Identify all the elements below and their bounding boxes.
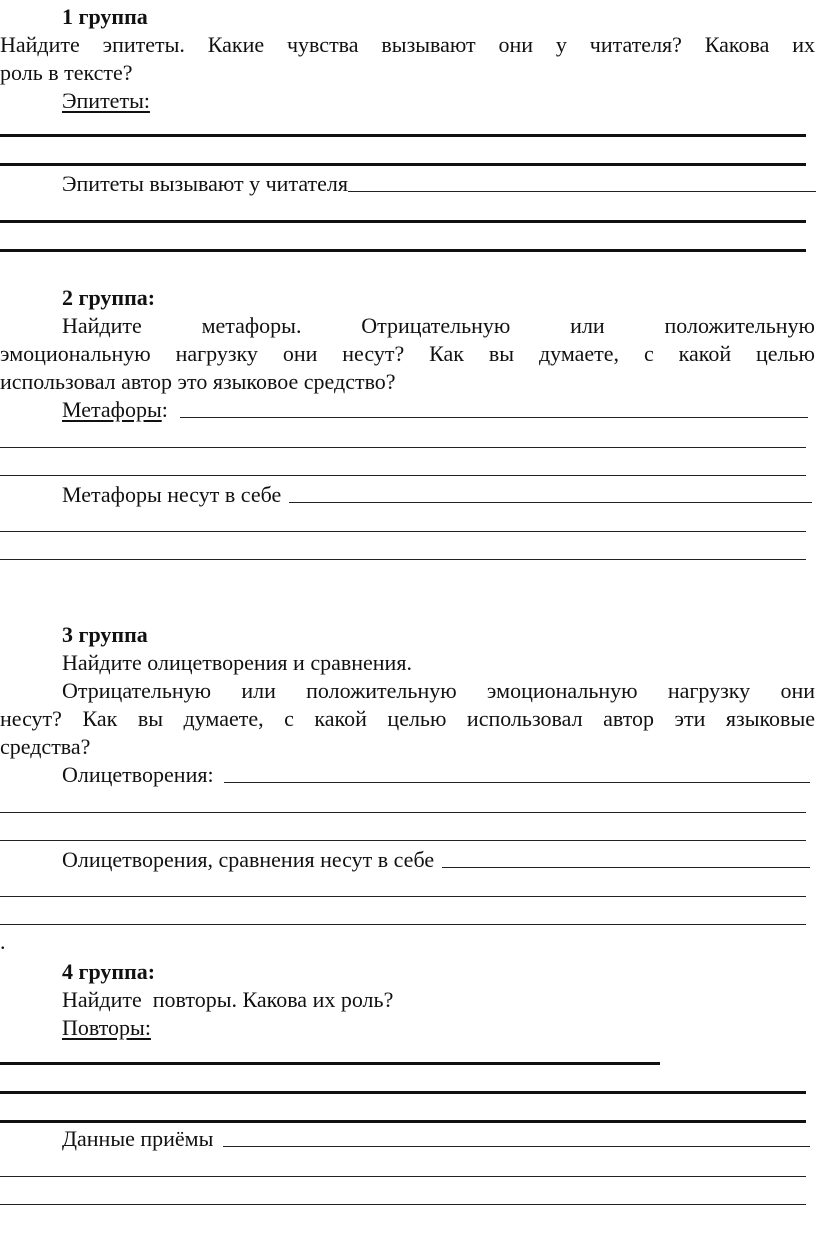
group-1-answer-line-3[interactable]	[0, 220, 806, 223]
group-4-repetitions-label: Повторы:	[62, 1015, 151, 1040]
group-4-prompt-row	[62, 1125, 810, 1153]
group-3-answer-line-1[interactable]	[0, 812, 806, 813]
group-3-prompt-text: Олицетворения, сравнения несут в себе	[62, 847, 435, 872]
group-3-prompt-row	[62, 846, 810, 874]
group-2-label-colon: :	[161, 397, 168, 422]
group-2-prompt-blank[interactable]	[289, 502, 812, 503]
group-2-answer-line-4[interactable]	[0, 559, 806, 560]
group-4-answer-line-2[interactable]	[0, 1091, 806, 1094]
group-3-task-line-3: несут? Как вы думаете, с какой целью использовал автор эти языковые	[0, 706, 815, 731]
group-3-answer-line-3[interactable]	[0, 896, 806, 897]
group-2-task-line-1: Найдите метафоры. Отрицательную или положительную	[62, 313, 815, 338]
group-2-prompt-text: Метафоры несут в себе	[62, 482, 282, 507]
group-3-personification-label: Олицетворения:	[62, 762, 214, 787]
group-3-stray-dot: .	[0, 929, 6, 954]
group-1-prompt-text: Эпитеты вызывают у читателя	[62, 171, 348, 196]
group-4-task-line-1: Найдите повторы. Какова их роль?	[62, 987, 394, 1012]
group-2-task-line-3: использовал автор это языковое средство?	[0, 369, 396, 394]
group-3-label-blank[interactable]	[224, 782, 810, 783]
group-2-label-row	[62, 396, 808, 424]
group-1-answer-line-4[interactable]	[0, 249, 806, 252]
group-1-task-line-2: роль в тексте?	[0, 60, 133, 85]
group-2-answer-line-2[interactable]	[0, 475, 806, 476]
group-1-title: 1 группа	[62, 4, 148, 29]
group-2-title: 2 группа:	[62, 285, 156, 310]
group-3-answer-line-4[interactable]	[0, 924, 806, 925]
group-1-task-line-1: Найдите эпитеты. Какие чувства вызывают они у читателя? Какова их	[0, 32, 815, 57]
group-4-prompt-text: Данные приёмы	[62, 1126, 214, 1151]
group-1-epithets-label: Эпитеты:	[62, 88, 150, 113]
group-2-task-line-2: эмоциональную нагрузку они несут? Как вы думаете, с какой целью	[0, 341, 815, 366]
group-4-answer-line-3[interactable]	[0, 1120, 806, 1123]
group-3-prompt-blank[interactable]	[442, 867, 810, 868]
group-1-prompt-row	[62, 170, 816, 198]
group-1-answer-line-1[interactable]	[0, 134, 806, 137]
group-4-answer-line-1[interactable]	[0, 1062, 660, 1065]
group-3-answer-line-2[interactable]	[0, 840, 806, 841]
group-4-answer-line-4[interactable]	[0, 1176, 806, 1177]
group-4-prompt-blank[interactable]	[223, 1146, 810, 1147]
group-2-metaphors-label: Метафоры	[62, 397, 162, 422]
group-2-label-blank[interactable]	[180, 417, 808, 418]
group-3-task-line-1: Найдите олицетворения и сравнения.	[62, 650, 412, 675]
group-3-title: 3 группа	[62, 622, 148, 647]
group-3-label-row	[62, 761, 810, 789]
group-2-answer-line-1[interactable]	[0, 447, 806, 448]
group-1-prompt-blank[interactable]	[348, 191, 816, 192]
group-4-answer-line-5[interactable]	[0, 1204, 806, 1205]
group-2-prompt-row	[62, 481, 812, 509]
group-4-title: 4 группа:	[62, 959, 156, 984]
group-3-task-line-4: средства?	[0, 734, 91, 759]
group-2-answer-line-3[interactable]	[0, 531, 806, 532]
group-1-answer-line-2[interactable]	[0, 163, 806, 166]
group-3-task-line-2: Отрицательную или положительную эмоциональную нагрузку они	[62, 678, 815, 703]
